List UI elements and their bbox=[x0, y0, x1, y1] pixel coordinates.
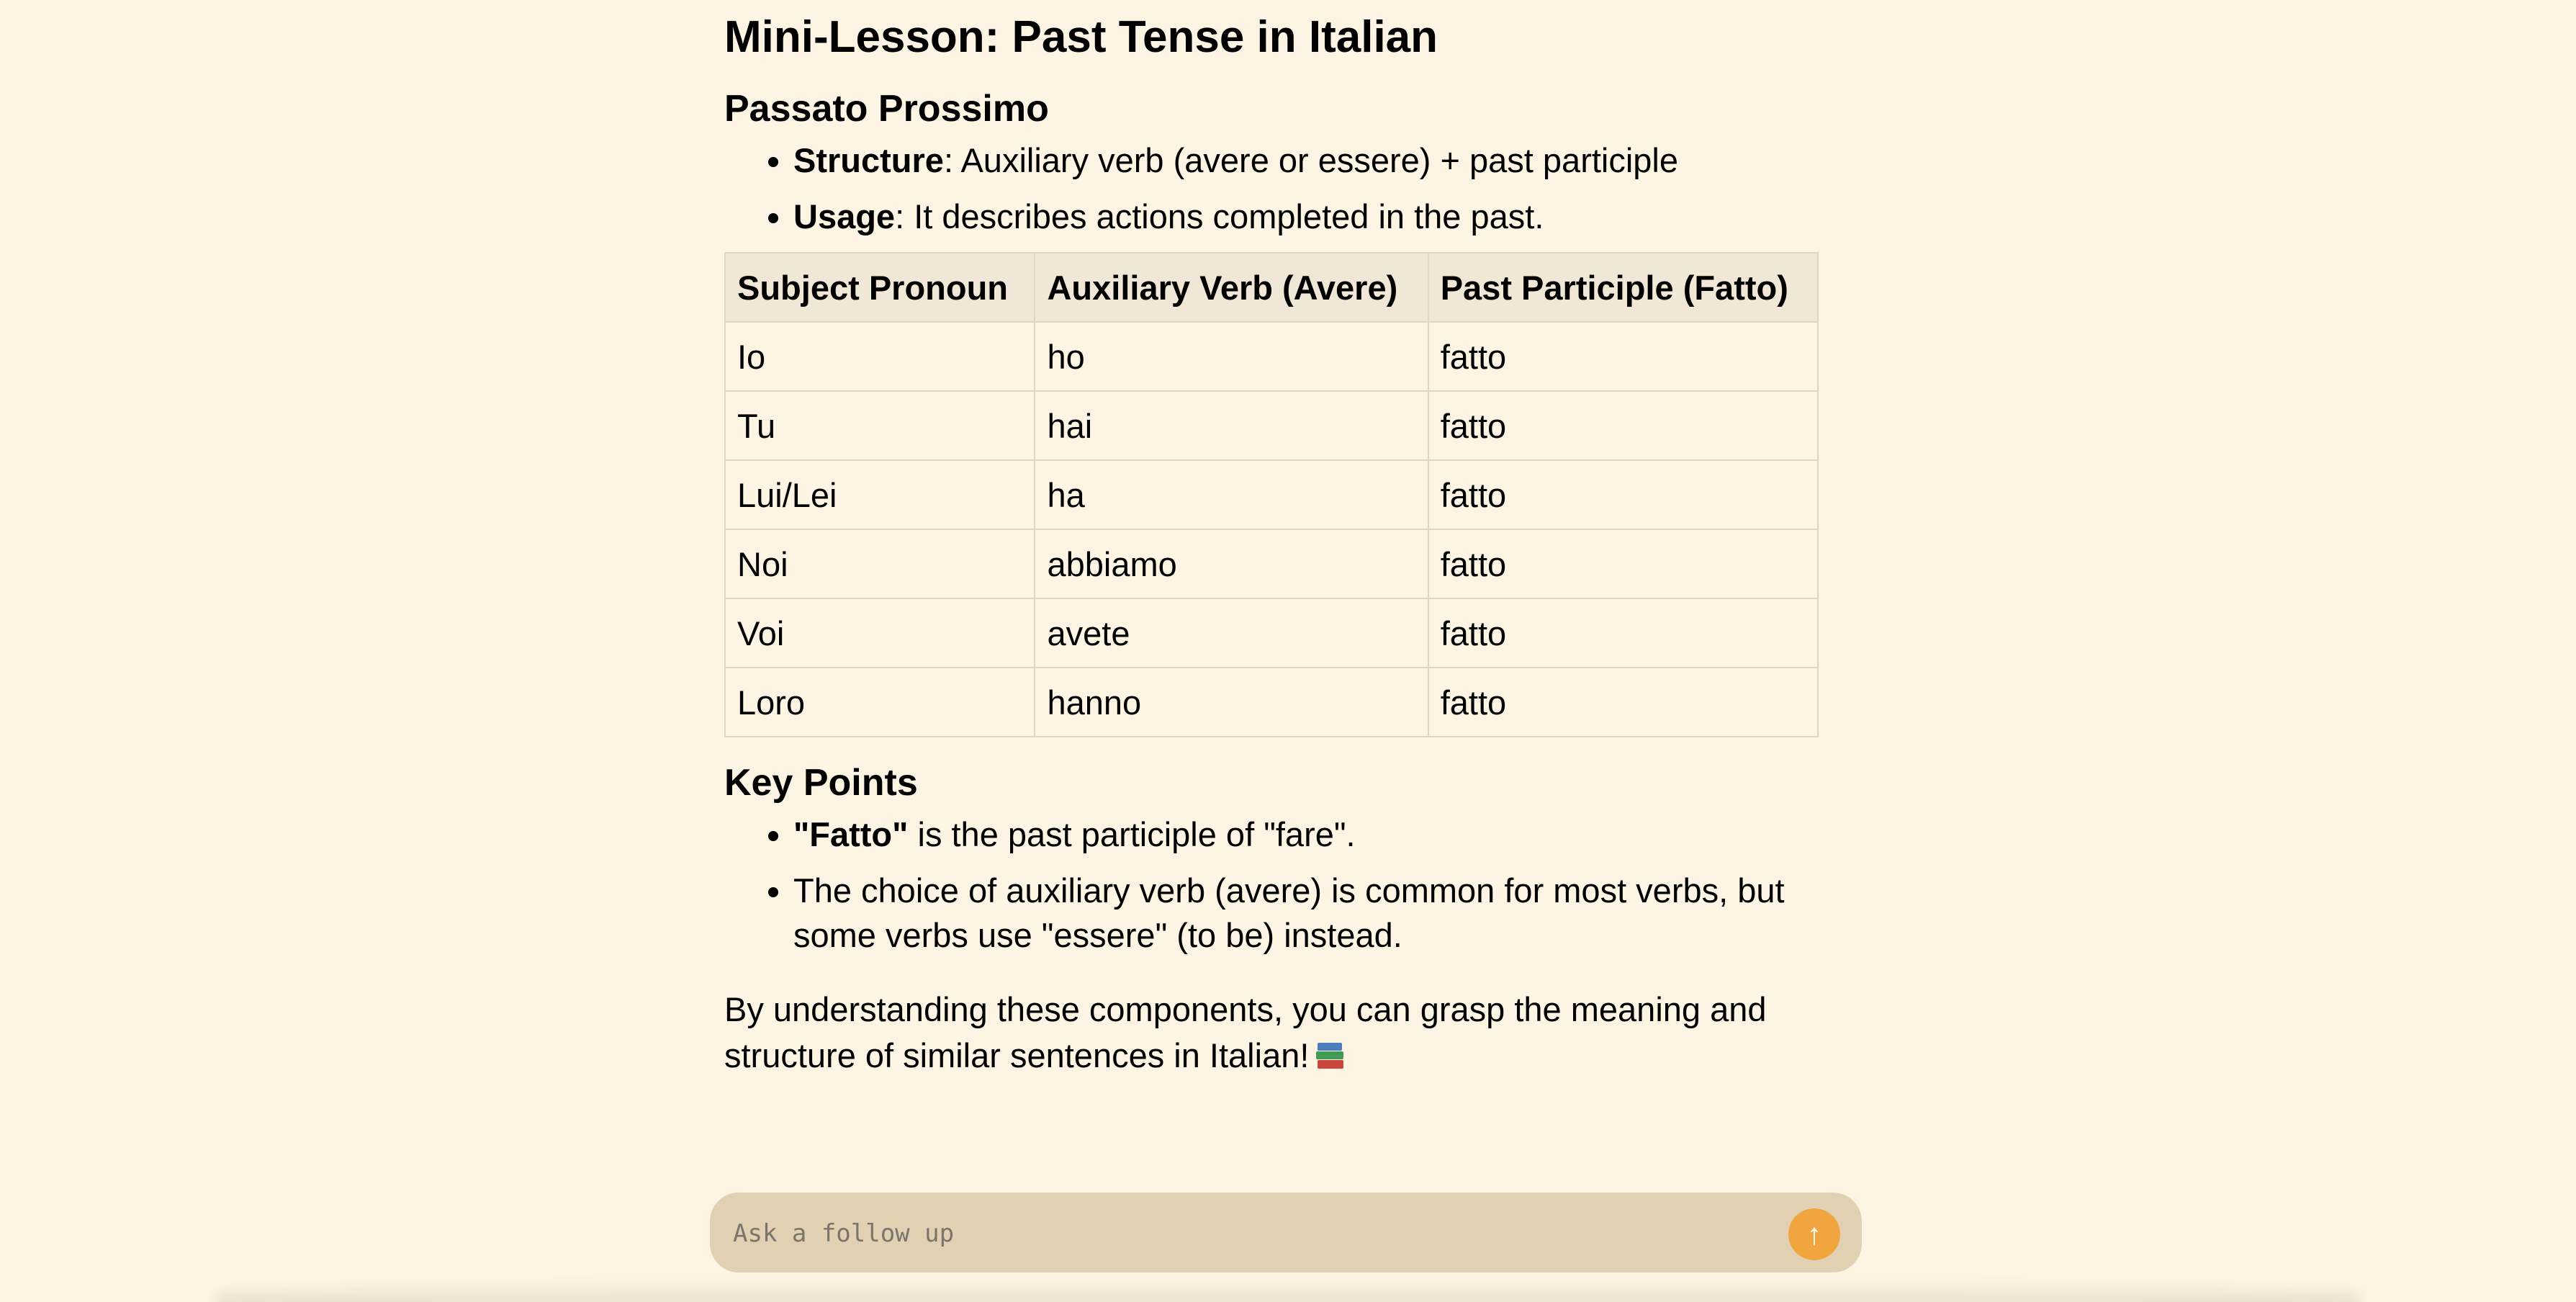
follow-up-composer bbox=[710, 1193, 1862, 1272]
table-cell: fatto bbox=[1428, 460, 1818, 529]
table-cell: abbiamo bbox=[1035, 529, 1428, 598]
section-title: Passato Prossimo bbox=[724, 88, 1049, 130]
table-row bbox=[725, 460, 1818, 529]
table-cell: ha bbox=[1035, 460, 1428, 529]
bullet-label: Usage bbox=[793, 197, 896, 235]
lesson-title: Mini-Lesson: Past Tense in Italian bbox=[724, 12, 1438, 62]
books-icon bbox=[1316, 1041, 1345, 1070]
bullet-text: : Auxiliary verb (avere or essere) + past participle bbox=[943, 141, 1679, 179]
closing-text: By understanding these components, you can grasp the meaning and structure of similar sentences in Italian! bbox=[724, 990, 1767, 1074]
bullet-label: Structure bbox=[793, 141, 944, 179]
table-row bbox=[725, 598, 1818, 668]
table-cell: Lui/Lei bbox=[725, 460, 1035, 529]
bottom-shadow bbox=[216, 1279, 2360, 1302]
key-points-title: Key Points bbox=[724, 762, 918, 804]
table-cell: Io bbox=[725, 322, 1035, 391]
table-cell: fatto bbox=[1428, 598, 1818, 668]
column-header: Subject Pronoun bbox=[725, 253, 1035, 322]
table-row bbox=[725, 391, 1818, 460]
table-cell: fatto bbox=[1428, 391, 1818, 460]
table-cell: ho bbox=[1035, 322, 1428, 391]
list-item bbox=[793, 868, 1819, 958]
column-header: Auxiliary Verb (Avere) bbox=[1035, 253, 1428, 322]
table-cell: fatto bbox=[1428, 322, 1818, 391]
send-button[interactable] bbox=[1788, 1208, 1840, 1260]
table-row bbox=[725, 529, 1818, 598]
message-content bbox=[724, 0, 1819, 1079]
table-row bbox=[725, 668, 1818, 737]
list-item bbox=[793, 194, 1819, 239]
key-points-list bbox=[724, 812, 1819, 958]
table-cell: Loro bbox=[725, 668, 1035, 737]
list-item bbox=[793, 812, 1819, 857]
list-item bbox=[793, 138, 1819, 183]
key-point-text: The choice of auxiliary verb (avere) is common for most verbs, but some verbs use "essere" (to be) instead. bbox=[793, 871, 1785, 954]
table-cell: fatto bbox=[1428, 668, 1818, 737]
table-cell: Tu bbox=[725, 391, 1035, 460]
table-cell: Voi bbox=[725, 598, 1035, 668]
table-cell: hanno bbox=[1035, 668, 1428, 737]
column-header: Past Participle (Fatto) bbox=[1428, 253, 1818, 322]
key-point-text: is the past participle of "fare". bbox=[908, 815, 1356, 853]
follow-up-input[interactable] bbox=[731, 1193, 1757, 1274]
arrow-up-icon: ↑ bbox=[1806, 1217, 1822, 1251]
table-header-row bbox=[725, 253, 1818, 322]
closing-paragraph bbox=[724, 987, 1819, 1079]
table-cell: hai bbox=[1035, 391, 1428, 460]
key-point-bold: "Fatto" bbox=[793, 815, 909, 853]
table-row bbox=[725, 322, 1818, 391]
conjugation-table bbox=[724, 252, 1819, 737]
table-cell: avete bbox=[1035, 598, 1428, 668]
bullet-text: : It describes actions completed in the past. bbox=[895, 197, 1544, 235]
structure-list bbox=[724, 138, 1819, 239]
table-cell: Noi bbox=[725, 529, 1035, 598]
table-cell: fatto bbox=[1428, 529, 1818, 598]
